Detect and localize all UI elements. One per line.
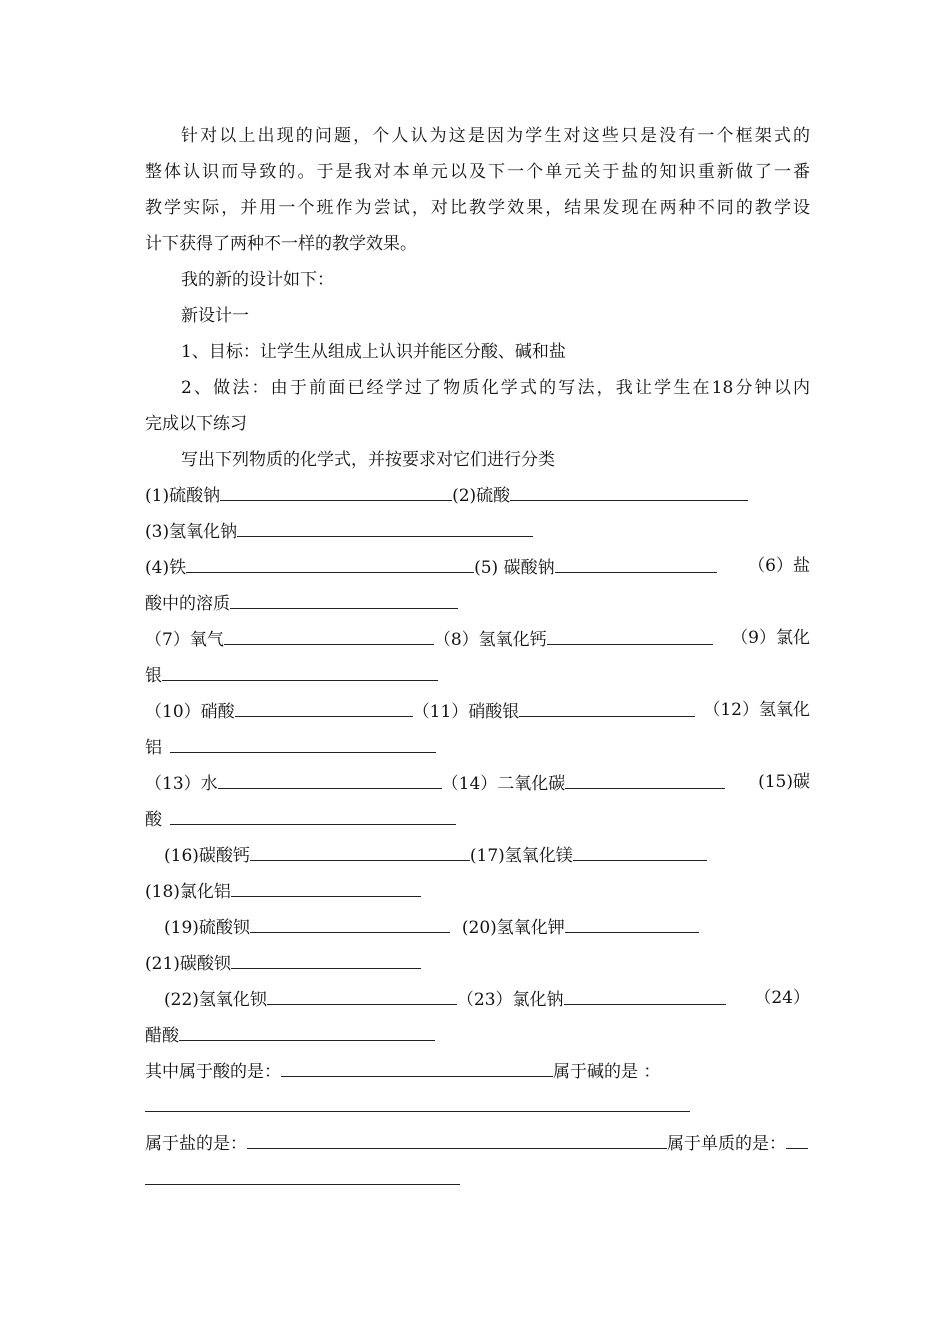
item-11-blank[interactable] — [519, 698, 695, 717]
method-line-1: 2、做法：由于前面已经学过了物质化学式的写法，我让学生在18分钟以内 — [181, 378, 810, 398]
acid-blank[interactable] — [281, 1058, 553, 1077]
exercise-row-4 — [145, 626, 810, 652]
item-24-blank[interactable] — [179, 1022, 435, 1041]
item-22-blank[interactable] — [267, 986, 457, 1005]
intro-line-1: 针对以上出现的问题，个人认为这是因为学生对这些只是没有一个框架式的 — [181, 126, 810, 146]
exercise-row-9 — [164, 986, 810, 1012]
item-3-label: (3)氢氧化钠 — [145, 522, 238, 542]
item-10-label: （10）硝酸 — [145, 702, 235, 722]
item-11-label: （11）硝酸银 — [412, 702, 520, 722]
item-8-label: （8）氢氧化钙 — [433, 630, 547, 650]
exercise-row-7b — [145, 878, 810, 904]
classify-row-1 — [145, 1058, 810, 1084]
item-19-label: (19)硫酸钡 — [164, 918, 250, 938]
item-9-label-cont: 银 — [145, 666, 162, 686]
item-9-blank[interactable] — [162, 662, 438, 681]
exercise-row-1 — [145, 482, 810, 508]
exercise-row-3b — [145, 590, 810, 616]
item-12-label-cont: 铝 — [145, 738, 162, 758]
method-line-2: 完成以下练习 — [145, 414, 247, 434]
item-24-label: （24） — [754, 988, 810, 1008]
item-13-label: （13）水 — [145, 774, 218, 794]
item-19-blank[interactable] — [250, 914, 450, 933]
item-16-blank[interactable] — [250, 842, 470, 861]
element-label: 属于单质的是： — [667, 1134, 786, 1154]
exercise-row-5 — [145, 698, 810, 724]
item-20-label: (20)氢氧化钾 — [461, 918, 565, 938]
item-1-label: (1)硫酸钠 — [145, 486, 221, 506]
item-21-label: (21)碳酸钡 — [145, 954, 231, 974]
design-intro: 我的新的设计如下： — [181, 270, 334, 290]
intro-line-3: 教学实际，并用一个班作为尝试，对比教学效果，结果发现在两种不同的教学设 — [145, 198, 810, 218]
exercise-row-6b — [145, 806, 810, 832]
item-6-label: （6）盐 — [748, 556, 810, 576]
item-22-label: (22)氢氧化钡 — [164, 990, 267, 1010]
intro-line-2: 整体认识而导致的。于是我对本单元以及下一个单元关于盐的知识重新做了一番 — [145, 162, 810, 182]
element-blank[interactable] — [786, 1130, 808, 1149]
item-17-label: (17)氢氧化镁 — [469, 846, 573, 866]
exercise-row-3 — [145, 554, 810, 580]
item-13-blank[interactable] — [218, 770, 442, 789]
exercise-prompt: 写出下列物质的化学式，并按要求对它们进行分类 — [181, 450, 555, 470]
item-23-blank[interactable] — [564, 986, 726, 1005]
item-9-label: （9）氯化 — [731, 628, 810, 648]
item-23-label: （23）氯化钠 — [456, 990, 564, 1010]
exercise-row-6 — [145, 770, 810, 796]
item-18-label: (18)氯化铝 — [145, 882, 231, 902]
exercise-row-8b — [145, 950, 810, 976]
acid-label: 其中属于酸的是： — [145, 1062, 281, 1082]
item-7-blank[interactable] — [224, 626, 434, 645]
item-6-label-cont: 酸中的溶质 — [145, 594, 230, 614]
item-15-label: (15)碳 — [758, 772, 810, 792]
goal-line: 1、目标：让学生从组成上认识并能区分酸、碱和盐 — [181, 342, 566, 362]
exercise-row-8 — [164, 914, 829, 940]
intro-line-4: 计下获得了两种不一样的教学效果。 — [145, 234, 417, 254]
item-24-label-cont: 醋酸 — [145, 1026, 179, 1046]
design-title: 新设计一 — [181, 306, 249, 326]
item-15-label-cont: 酸 — [145, 810, 162, 830]
item-10-blank[interactable] — [235, 698, 413, 717]
base-blank[interactable] — [145, 1111, 690, 1112]
item-14-blank[interactable] — [565, 770, 725, 789]
item-17-blank[interactable] — [573, 842, 707, 861]
item-4-label: (4)铁 — [145, 558, 187, 578]
item-18-blank[interactable] — [231, 878, 421, 897]
item-7-label: （7）氧气 — [145, 630, 224, 650]
item-12-blank[interactable] — [170, 734, 436, 753]
item-8-blank[interactable] — [547, 626, 713, 645]
salt-blank[interactable] — [247, 1130, 667, 1149]
salt-label: 属于盐的是： — [145, 1134, 247, 1154]
exercise-row-9b — [145, 1022, 810, 1048]
item-21-blank[interactable] — [231, 950, 421, 969]
item-6-blank[interactable] — [230, 590, 458, 609]
item-14-label: （14）二氧化碳 — [441, 774, 566, 794]
item-15-blank[interactable] — [170, 806, 456, 825]
item-4-blank[interactable] — [186, 554, 474, 573]
item-5-label: (5) 碳酸钠 — [474, 558, 555, 578]
exercise-row-4b — [145, 662, 810, 688]
exercise-row-5b — [145, 734, 810, 760]
item-1-blank[interactable] — [220, 482, 452, 501]
item-2-label: (2)硫酸 — [452, 486, 511, 506]
item-2-blank[interactable] — [510, 482, 748, 501]
item-3-blank[interactable] — [237, 518, 533, 537]
item-16-label: (16)碳酸钙 — [164, 846, 250, 866]
exercise-row-7 — [164, 842, 829, 868]
item-5-blank[interactable] — [555, 554, 717, 573]
element-blank-cont[interactable] — [145, 1184, 460, 1185]
item-20-blank[interactable] — [565, 914, 699, 933]
base-label: 属于碱的是 ： — [553, 1062, 661, 1082]
exercise-row-2 — [145, 518, 810, 544]
classify-row-2 — [145, 1130, 825, 1156]
item-12-label: （12）氢氧化 — [703, 700, 810, 720]
